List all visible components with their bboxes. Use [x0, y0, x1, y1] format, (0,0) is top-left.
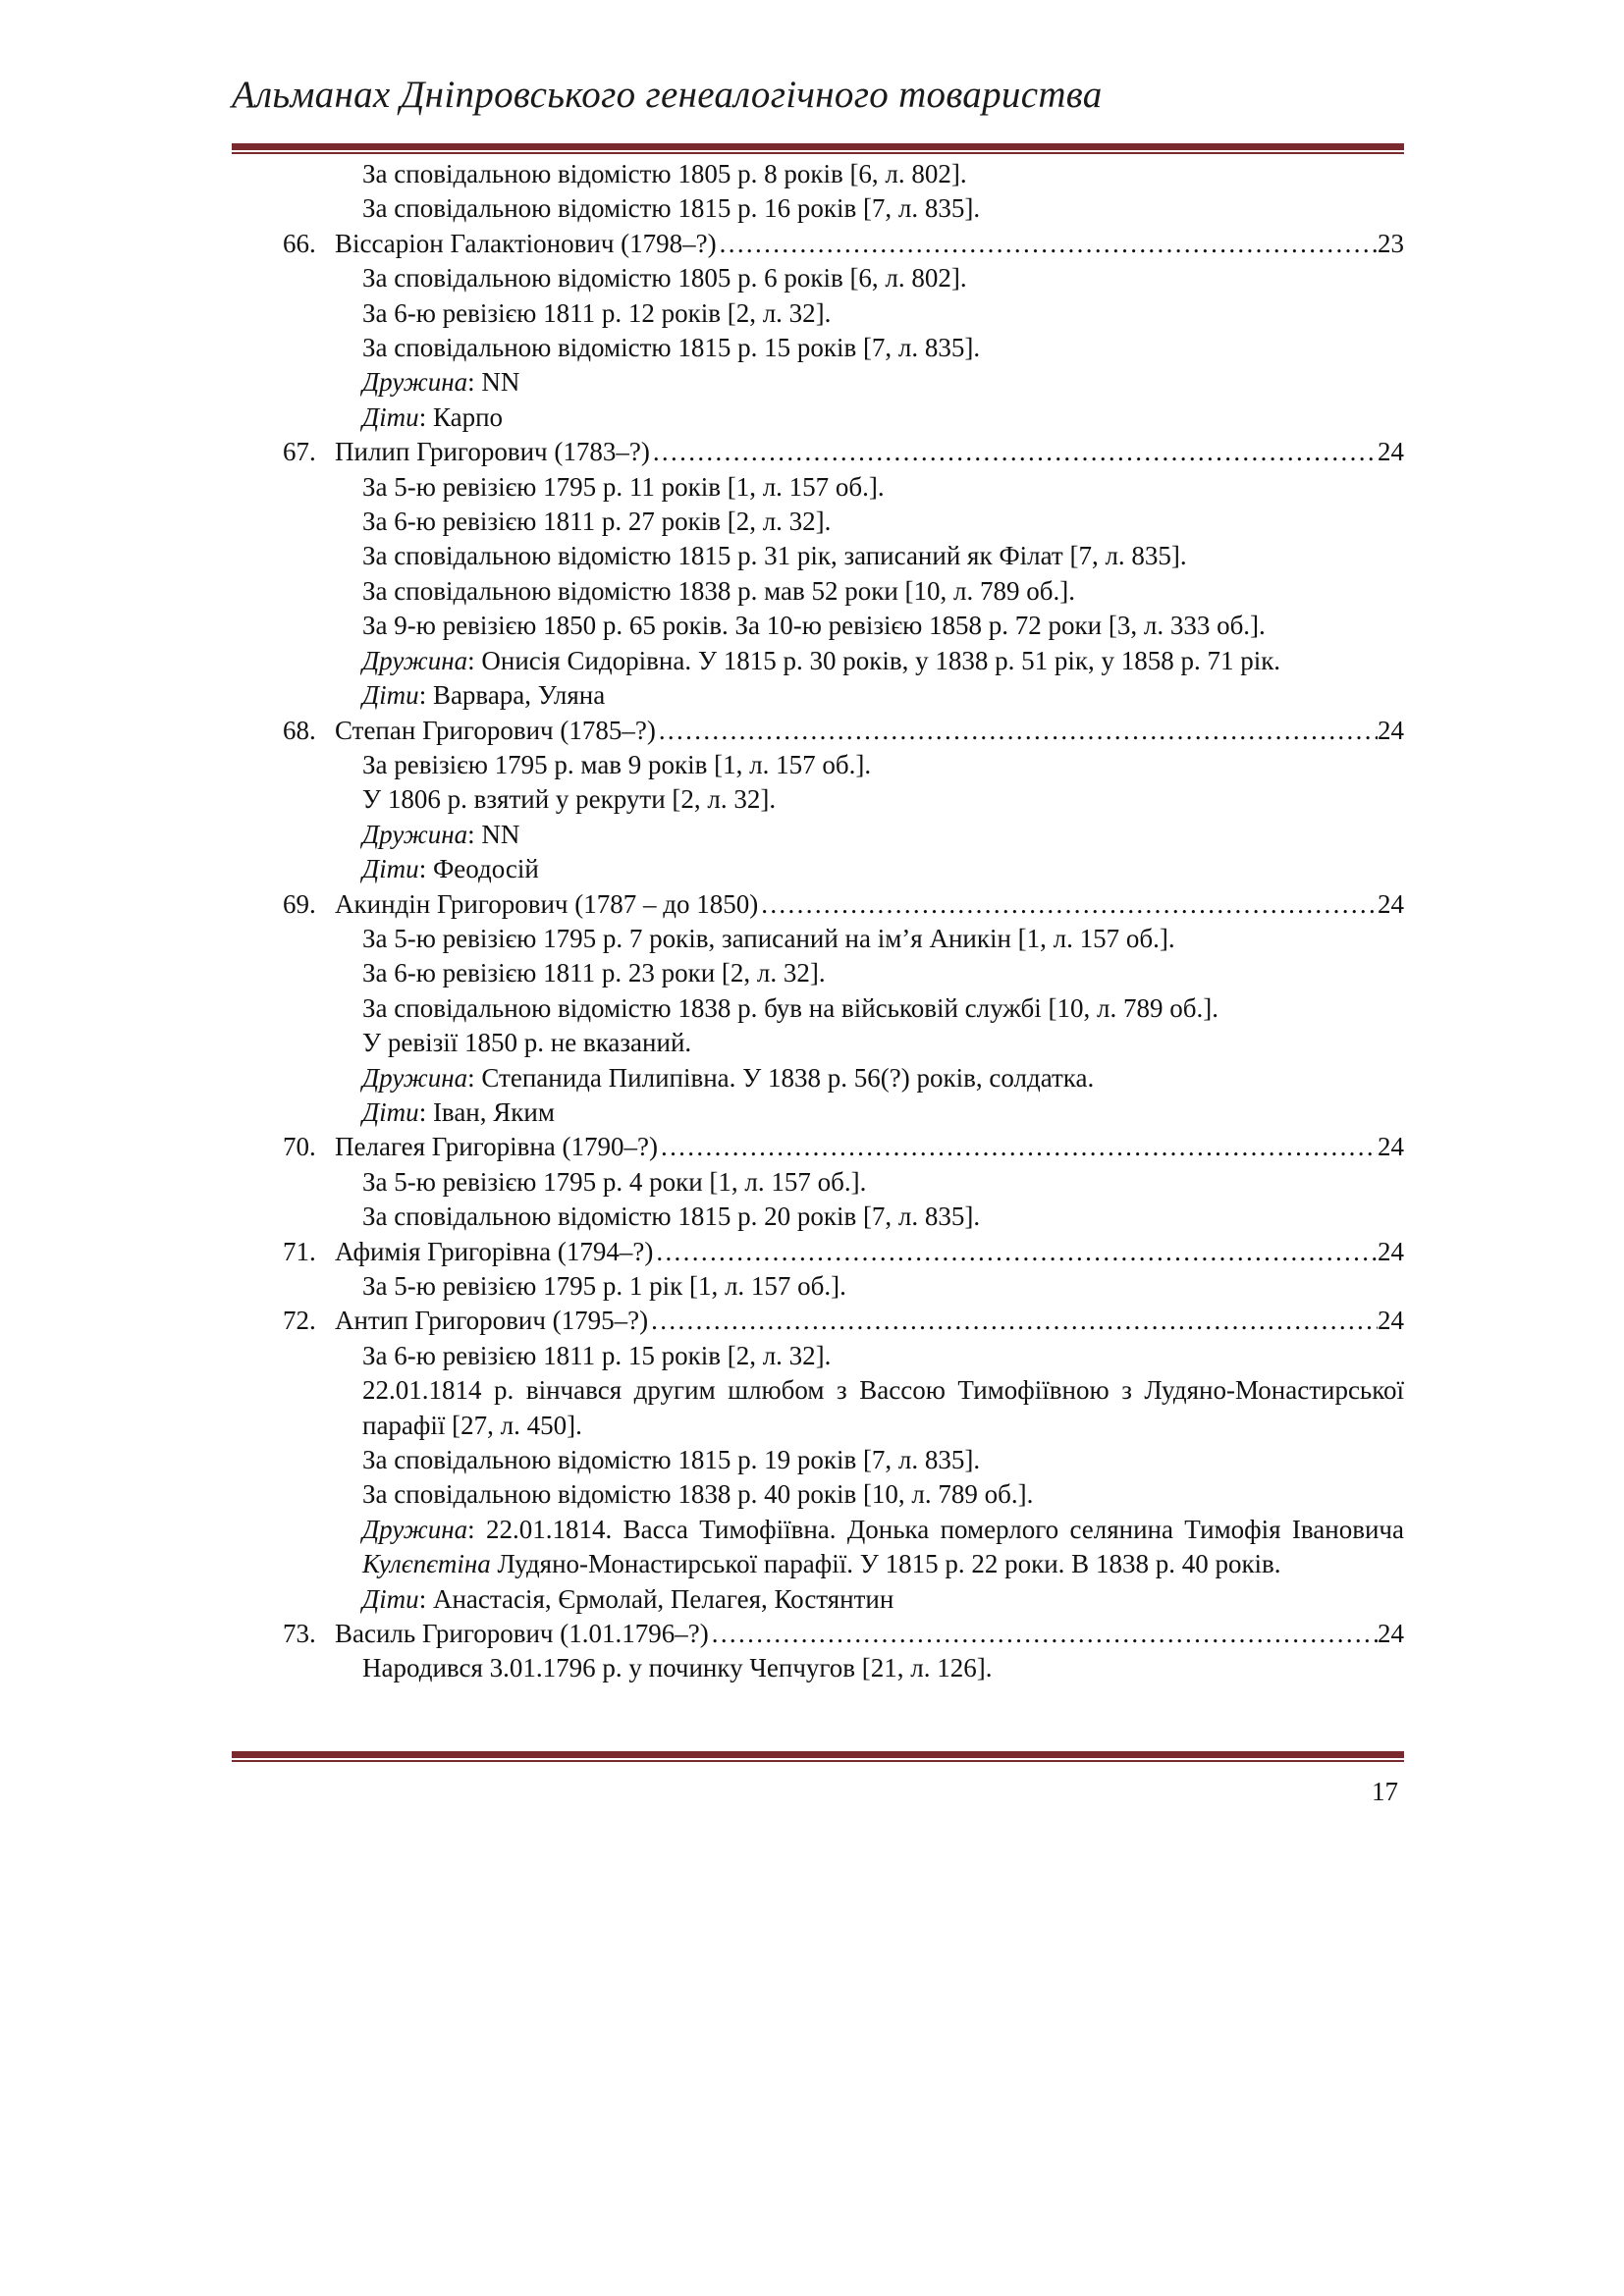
- entry-name: Афимія Григорівна (1794–?): [335, 1236, 654, 1266]
- family-line: [232, 365, 1404, 400]
- entry-page-ref: 24: [1378, 888, 1404, 919]
- family-text: : Іван, Яким: [418, 1096, 555, 1127]
- entry-number: 73.: [283, 1619, 316, 1649]
- entry-heading-text: [335, 887, 1404, 922]
- entry-number: 66.: [283, 228, 316, 258]
- entry-page-ref: 24: [1378, 1306, 1404, 1336]
- record-line: За сповідальною відомістю 1815 р. 15 років [7, л. 835].: [362, 333, 981, 363]
- dot-leader: [653, 1235, 1378, 1269]
- entry-heading-text: [335, 1304, 1404, 1338]
- dot-leader: [648, 1304, 1378, 1338]
- entry-heading: [232, 714, 1404, 748]
- family-line: [232, 1095, 1404, 1130]
- family-line: [232, 400, 1404, 435]
- record-line: За ревізією 1795 р. мав 9 років [1, л. 157 об.].: [362, 749, 872, 779]
- dot-leader: [709, 1617, 1378, 1651]
- entry-name: Василь Григорович (1.01.1796–?): [335, 1619, 709, 1649]
- family-label: Дружина: [362, 819, 468, 849]
- entry-heading-text: [335, 1235, 1404, 1269]
- almanac-title: Альманах Дніпровського генеалогічного товариства: [232, 74, 1103, 116]
- family-line: [232, 818, 1404, 852]
- dot-leader: [650, 435, 1378, 469]
- italic-text: Кулєпєтіна: [362, 1549, 491, 1579]
- record-line: За 6-ю ревізією 1811 р. 15 років [2, л. 32].: [362, 1340, 832, 1370]
- spouse-paragraph: [232, 1513, 1404, 1582]
- record-line: За 5-ю ревізією 1795 р. 1 рік [1, л. 157 об.].: [362, 1271, 846, 1301]
- family-line: [232, 1061, 1404, 1095]
- family-text: : Анастасія, Єрмолай, Пелагея, Костянтин: [418, 1583, 894, 1614]
- record-line: За 5-ю ревізією 1795 р. 4 роки [1, л. 157 об.].: [362, 1166, 867, 1197]
- family-label: Дружина: [362, 1062, 468, 1093]
- family-text: : Феодосій: [418, 854, 539, 884]
- family-text: : NN: [467, 367, 520, 398]
- family-text: : Карпо: [418, 401, 504, 432]
- dot-leader: [758, 887, 1378, 922]
- entry-heading: [232, 1130, 1404, 1164]
- header-rule: [232, 143, 1404, 154]
- record-line: За сповідальною відомістю 1805 р. 8 років [6, л. 802].: [362, 159, 967, 188]
- entry-name: Пелагея Григорівна (1790–?): [335, 1132, 658, 1162]
- entry-page-ref: 23: [1378, 228, 1404, 258]
- family-label: Діти: [362, 1096, 419, 1127]
- family-line: [232, 1582, 1404, 1617]
- entry-page-ref: 24: [1378, 715, 1404, 745]
- family-label: Діти: [362, 1583, 419, 1614]
- family-label: Діти: [362, 854, 419, 884]
- family-text: : Степанида Пилипівна. У 1838 р. 56(?) років, солдатка.: [467, 1062, 1095, 1093]
- record-paragraph: 22.01.1814 р. вінчався другим шлюбом з Вассою Тимофіївною з Лудяно-Монастирської парафії [27, л. 450].: [362, 1375, 1404, 1440]
- record-line: У 1806 р. взятий у рекрути [2, л. 32].: [362, 784, 777, 815]
- entry-page-ref: 24: [1378, 437, 1404, 467]
- family-label: Дружина: [362, 645, 468, 675]
- entry-page-ref: 24: [1378, 1132, 1404, 1162]
- dot-leader: [658, 1130, 1378, 1164]
- entry-heading-text: [335, 1130, 1404, 1164]
- entry-number: 68.: [283, 715, 316, 745]
- entry-number: 71.: [283, 1236, 316, 1266]
- dot-leader: [717, 227, 1378, 261]
- record-line: За сповідальною відомістю 1838 р. був на військовій службі [10, л. 789 об.].: [362, 992, 1218, 1023]
- entry-heading: [232, 227, 1404, 261]
- entry-page-ref: 24: [1378, 1236, 1404, 1266]
- entry-name: Антип Григорович (1795–?): [335, 1306, 649, 1336]
- record-line: У ревізії 1850 р. не вказаний.: [362, 1028, 692, 1058]
- entry-heading: [232, 887, 1404, 922]
- record-line: За 6-ю ревізією 1811 р. 27 років [2, л. 32].: [362, 507, 832, 537]
- family-text: : Онисія Сидорівна. У 1815 р. 30 років, у 1838 р. 51 рік, у 1858 р. 71 рік.: [467, 645, 1281, 675]
- italic-text: Дружина: [362, 1514, 468, 1544]
- entry-number: 67.: [283, 437, 316, 467]
- entry-heading: [232, 1617, 1404, 1651]
- record-line: За сповідальною відомістю 1815 р. 31 рік, записаний як Філат [7, л. 835].: [362, 541, 1187, 571]
- entry-heading-text: [335, 435, 1404, 469]
- record-line: За 5-ю ревізією 1795 р. 11 років [1, л. 157 об.].: [362, 471, 885, 502]
- dot-leader: [656, 714, 1378, 748]
- entry-page-ref: 24: [1378, 1619, 1404, 1649]
- genealogy-list: [232, 157, 1404, 1686]
- entry-heading: [232, 1235, 1404, 1269]
- plain-text: Лудяно-Монастирської парафії. У 1815 р. 22 роки. В 1838 р. 40 років.: [490, 1549, 1281, 1579]
- record-line: За сповідальною відомістю 1838 р. мав 52 роки [10, л. 789 об.].: [362, 575, 1075, 606]
- entry-name: Степан Григорович (1785–?): [335, 715, 656, 745]
- entry-heading-text: [335, 714, 1404, 748]
- record-line: Народився 3.01.1796 р. у починку Чепчугов [21, л. 126].: [362, 1653, 993, 1683]
- entry-name: Акиндін Григорович (1787 – до 1850): [335, 888, 759, 919]
- family-line: [232, 678, 1404, 713]
- record-line: За сповідальною відомістю 1805 р. 6 років [6, л. 802].: [362, 263, 967, 294]
- record-line: За сповідальною відомістю 1838 р. 40 років [10, л. 789 об.].: [362, 1479, 1034, 1510]
- entry-heading-text: [335, 227, 1404, 261]
- entry-number: 72.: [283, 1306, 316, 1336]
- record-line: За 5-ю ревізією 1795 р. 7 років, записаний на ім’я Аникін [1, л. 157 об.].: [362, 923, 1175, 953]
- entry-number: 69.: [283, 888, 316, 919]
- entry-name: Віссаріон Галактіонович (1798–?): [335, 228, 717, 258]
- record-line: За сповідальною відомістю 1815 р. 20 років [7, л. 835].: [362, 1201, 981, 1232]
- family-line: [232, 644, 1404, 678]
- page-number: 17: [1372, 1777, 1398, 1806]
- plain-text: : 22.01.1814. Васса Тимофіївна. Донька померлого селянина Тимофія Івановича: [467, 1514, 1404, 1544]
- family-label: Дружина: [362, 367, 468, 398]
- entry-heading-text: [335, 1617, 1404, 1651]
- footer-rule: [232, 1751, 1404, 1762]
- record-line: За сповідальною відомістю 1815 р. 16 років [7, л. 835].: [362, 193, 981, 224]
- entry-heading: [232, 1304, 1404, 1338]
- family-line: [232, 852, 1404, 886]
- family-label: Діти: [362, 680, 419, 711]
- record-line: За 6-ю ревізією 1811 р. 23 роки [2, л. 32].: [362, 958, 826, 988]
- record-line: За 6-ю ревізією 1811 р. 12 років [2, л. 32].: [362, 297, 832, 328]
- family-label: Діти: [362, 401, 419, 432]
- entry-heading: [232, 435, 1404, 469]
- family-text: : Варвара, Уляна: [418, 680, 606, 711]
- record-line: За 9-ю ревізією 1850 р. 65 років. За 10-ю ревізією 1858 р. 72 роки [3, л. 333 об.].: [362, 611, 1266, 641]
- entry-name: Пилип Григорович (1783–?): [335, 437, 650, 467]
- entry-number: 70.: [283, 1132, 316, 1162]
- record-line: За сповідальною відомістю 1815 р. 19 років [7, л. 835].: [362, 1445, 981, 1475]
- family-text: : NN: [467, 819, 520, 849]
